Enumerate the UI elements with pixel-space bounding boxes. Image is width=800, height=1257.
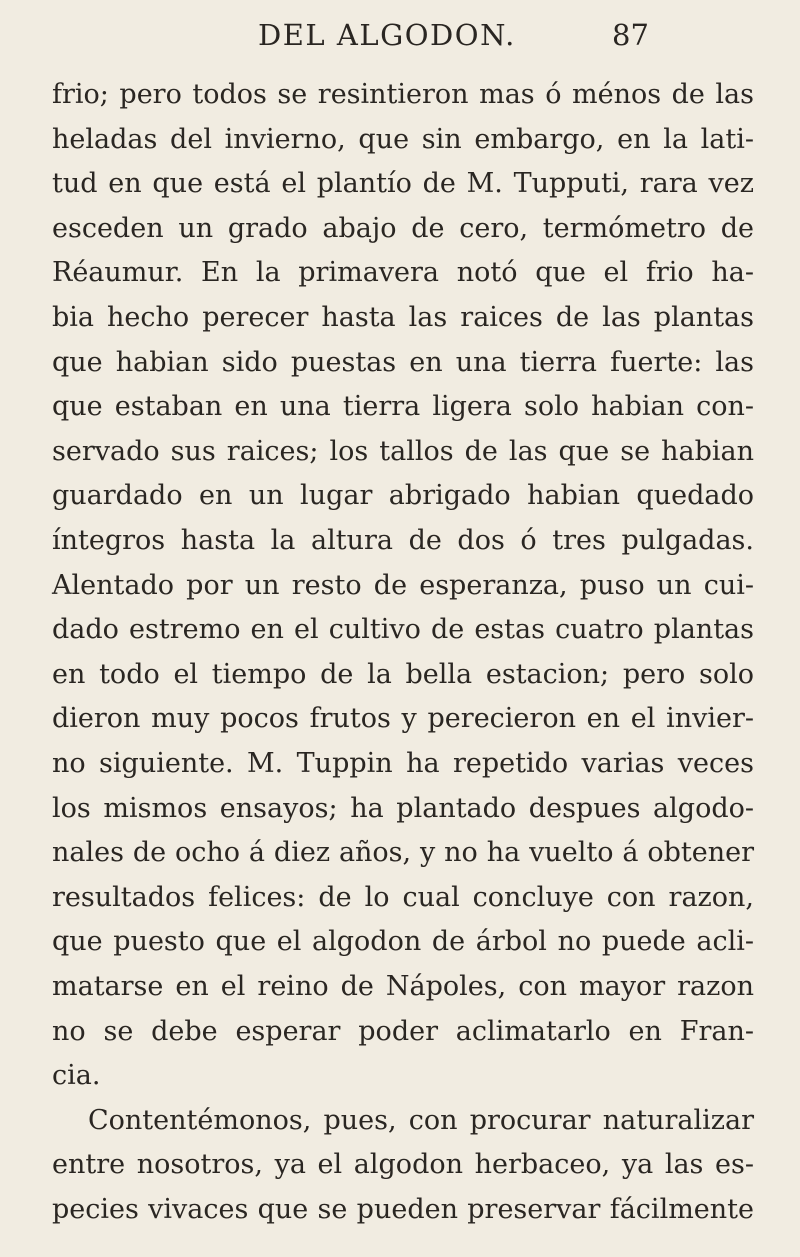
text-line: guardado en un lugar abrigado habian quedado [52, 480, 754, 512]
text-line: dieron muy pocos frutos y perecieron en el invier- [52, 703, 754, 735]
text-line: que puesto que el algodon de árbol no puede acli- [52, 926, 754, 958]
text-line: Réaumur. En la primavera notó que el frio ha- [52, 257, 754, 289]
text-line: no siguiente. M. Tuppin ha repetido varias veces [52, 748, 754, 779]
text-line: dado estremo en el cultivo de estas cuatro plantas [52, 614, 754, 646]
text-line: que habian sido puestas en una tierra fuerte: las [52, 346, 754, 378]
running-head: DEL ALGODON. [258, 18, 516, 52]
text-line: tud en que está el plantío de M. Tupputi, rara vez [52, 168, 754, 200]
text-line: matarse en el reino de Nápoles, con mayor razon [52, 971, 754, 1002]
text-line: servado sus raices; los tallos de las que se habian [52, 435, 754, 467]
text-line: nales de ocho á diez años, y no ha vuelto á obtener [52, 837, 754, 869]
text-line: en todo el tiempo de la bella estacion; pero solo [52, 658, 754, 690]
text-line: resultados felices: de lo cual concluye con razon, [52, 881, 754, 913]
text-line: cia. [52, 1060, 101, 1092]
text-line: íntegros hasta la altura de dos ó tres pulgadas. [52, 525, 754, 556]
page-header [0, 18, 800, 68]
text-line: entre nosotros, ya el algodon herbaceo, ya las es- [52, 1149, 754, 1181]
text-line: Alentado por un resto de esperanza, puso un cui- [52, 569, 754, 601]
text-line: Contentémonos, pues, con procurar naturalizar [88, 1104, 754, 1136]
text-line: que estaban en una tierra ligera solo habian con- [52, 391, 754, 423]
text-line: heladas del invierno, que sin embargo, en la lati- [52, 123, 754, 155]
text-line: pecies vivaces que se pueden preservar fácilmente [52, 1194, 754, 1225]
text-line: esceden un grado abajo de cero, termómetro de [52, 212, 754, 244]
page-number: 87 [612, 18, 649, 52]
text-line: bia hecho perecer hasta las raices de las plantas [52, 302, 754, 333]
text-line: frio; pero todos se resintieron mas ó ménos de las [52, 79, 754, 110]
text-line: no se debe esperar poder aclimatarlo en Fran- [52, 1015, 754, 1047]
text-line: los mismos ensayos; ha plantado despues algodo- [52, 792, 754, 824]
